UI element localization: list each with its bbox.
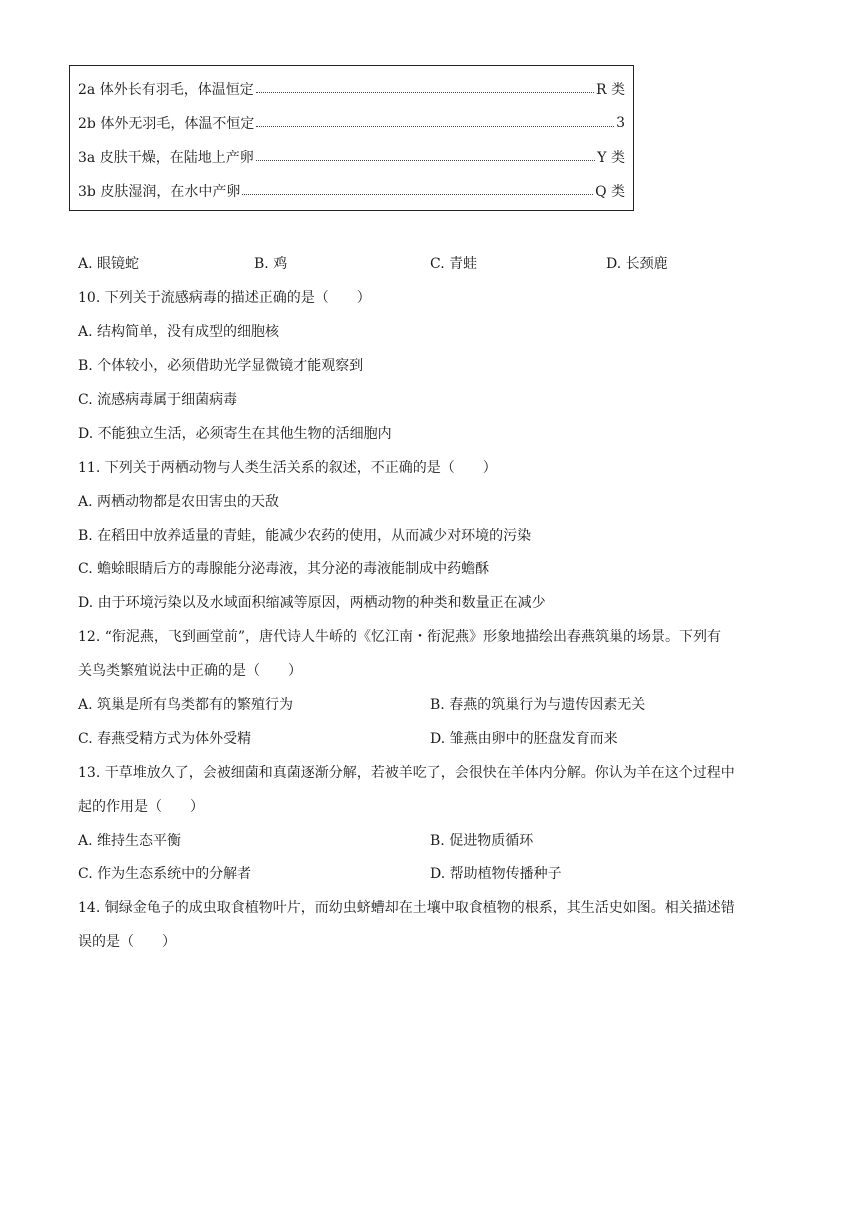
leader-dots xyxy=(256,125,614,127)
q10-stem: 10. 下列关于流感病毒的描述正确的是（ ） xyxy=(78,290,371,306)
key-row-result: Q 类 xyxy=(595,184,625,200)
q9-option-d: D. 长颈鹿 xyxy=(606,256,668,272)
q10-option-a: A. 结构简单，没有成型的细胞核 xyxy=(78,324,280,340)
key-row-text: 2b 体外无羽毛，体温不恒定 xyxy=(78,116,255,132)
q9-option-a: A. 眼镜蛇 xyxy=(78,256,140,272)
leader-dots xyxy=(256,91,594,93)
q12-stem-line2: 关鸟类繁殖说法中正确的是（ ） xyxy=(78,663,302,679)
q11-option-d: D. 由于环境污染以及水域面积缩减等原因，两栖动物的种类和数量正在减少 xyxy=(78,595,546,611)
q12-option-d: D. 雏燕由卵中的胚盘发育而来 xyxy=(430,731,618,747)
classification-key-table xyxy=(69,65,634,211)
key-row-result: 3 xyxy=(616,115,625,131)
key-row-3a xyxy=(78,146,625,168)
q11-option-b: B. 在稻田中放养适量的青蛙，能减少农药的使用，从而减少对环境的污染 xyxy=(78,528,532,544)
q11-stem: 11. 下列关于两栖动物与人类生活关系的叙述，不正确的是（ ） xyxy=(78,460,497,476)
q9-option-b: B. 鸡 xyxy=(254,256,288,272)
key-row-text: 2a 体外长有羽毛，体温恒定 xyxy=(78,82,254,98)
key-row-2b xyxy=(78,112,625,134)
q9-option-c: C. 青蛙 xyxy=(430,256,478,272)
q12-stem-line1: 12. “衔泥燕，飞到画堂前”，唐代诗人牛峤的《忆江南・衔泥燕》形象地描绘出春燕筑巢的场景。下列有 xyxy=(78,629,722,645)
key-row-text: 3b 皮肤湿润，在水中产卵 xyxy=(78,184,241,200)
q13-option-a: A. 维持生态平衡 xyxy=(78,833,182,849)
q13-option-d: D. 帮助植物传播种子 xyxy=(430,866,562,882)
q13-option-b: B. 促进物质循环 xyxy=(430,833,534,849)
key-row-2a xyxy=(78,78,625,100)
q11-option-c: C. 蟾蜍眼睛后方的毒腺能分泌毒液，其分泌的毒液能制成中药蟾酥 xyxy=(78,561,490,577)
q10-option-b: B. 个体较小，必须借助光学显微镜才能观察到 xyxy=(78,358,364,374)
key-row-3b xyxy=(78,180,625,202)
q13-stem-line1: 13. 干草堆放久了，会被细菌和真菌逐渐分解，若被羊吃了，会很快在羊体内分解。你认为羊在这个过程中 xyxy=(78,765,735,781)
q14-stem-line2: 误的是（ ） xyxy=(78,934,176,950)
q12-option-b: B. 春燕的筑巢行为与遗传因素无关 xyxy=(430,697,646,713)
q11-option-a: A. 两栖动物都是农田害虫的天敌 xyxy=(78,494,280,510)
key-row-result: Y 类 xyxy=(597,150,625,166)
q10-option-d: D. 不能独立生活，必须寄生在其他生物的活细胞内 xyxy=(78,426,392,442)
q10-option-c: C. 流感病毒属于细菌病毒 xyxy=(78,392,238,408)
q14-stem-line1: 14. 铜绿金龟子的成虫取食植物叶片，而幼虫蛴螬却在土壤中取食植物的根系，其生活史如图。相关描述错 xyxy=(78,900,735,916)
q12-option-c: C. 春燕受精方式为体外受精 xyxy=(78,731,252,747)
q13-stem-line2: 起的作用是（ ） xyxy=(78,799,204,815)
q13-option-c: C. 作为生态系统中的分解者 xyxy=(78,866,252,882)
q12-option-a: A. 筑巢是所有鸟类都有的繁殖行为 xyxy=(78,697,294,713)
key-row-result: R 类 xyxy=(596,82,625,98)
leader-dots xyxy=(256,159,596,161)
leader-dots xyxy=(242,193,593,195)
key-row-text: 3a 皮肤干燥，在陆地上产卵 xyxy=(78,150,254,166)
